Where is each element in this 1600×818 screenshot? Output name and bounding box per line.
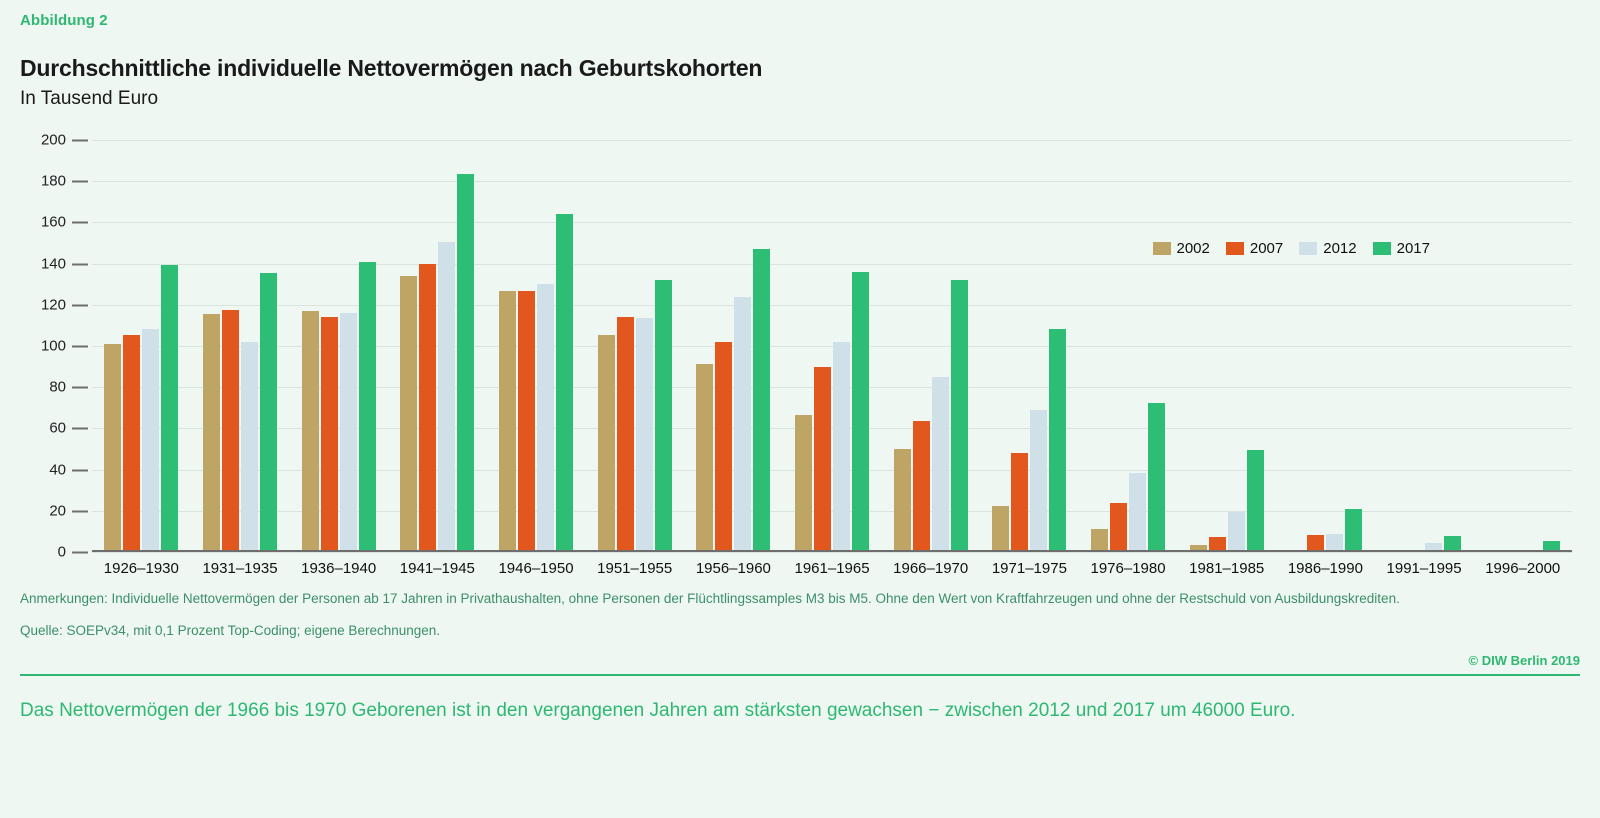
bar-2012-1936–1940 [340,313,357,550]
bar-2007-1931–1935 [222,310,239,550]
bar-2017-1946–1950 [556,214,573,550]
gridline [92,552,1572,553]
bar-2002-1966–1970 [894,449,911,550]
x-axis-label: 1966–1970 [893,560,969,577]
bar-2002-1931–1935 [203,314,220,550]
bar-2012-1941–1945 [438,242,455,550]
y-axis-tick: 100 [32,338,92,355]
bar-2007-1976–1980 [1110,503,1127,550]
bar-2017-1991–1995 [1444,536,1461,550]
y-axis-tick: 120 [32,296,92,313]
bar-2012-1991–1995 [1425,543,1442,550]
bar-2007-1961–1965 [814,367,831,550]
bar-2012-1951–1955 [636,318,653,550]
y-axis-tick: 60 [32,420,92,437]
y-axis-tick: 200 [32,132,92,149]
bar-group [1375,140,1474,550]
bar-2017-1931–1935 [260,273,277,550]
x-axis-label: 1986–1990 [1287,560,1363,577]
note-anmerkungen: Anmerkungen: Individuelle Nettovermögen der Personen ab 17 Jahren in Privathaushalten, ohne Personen der Flüchtlingssamples M3 bis M5. Ohne den Wert von Kraftfahrzeugen und ohne der Restschuld von Ausbildungskrediten. [20,591,1400,606]
bar-2012-1976–1980 [1129,473,1146,550]
bar-2002-1941–1945 [400,276,417,550]
x-axis-label: 1931–1935 [202,560,278,577]
bar-2002-1961–1965 [795,415,812,550]
kicker-text: Das Nettovermögen der 1966 bis 1970 Geborenen ist in den vergangenen Jahren am stärksten gewachsen − zwischen 2012 und 2017 um 46000 Euro. [20,700,1296,722]
bar-group [684,140,783,550]
bar-2007-1981–1985 [1209,537,1226,550]
x-axis-label: 1981–1985 [1189,560,1265,577]
bar-2017-1936–1940 [359,262,376,550]
bar-group [585,140,684,550]
bar-2002-1926–1930 [104,344,121,550]
page-subtitle: In Tausend Euro [20,88,159,109]
bar-2007-1966–1970 [913,421,930,550]
bar-2012-1956–1960 [734,297,751,550]
legend-item-2012[interactable] [1299,240,1356,257]
bar-group [289,140,388,550]
page-title: Durchschnittliche individuelle Nettovermögen nach Geburtskohorten [20,55,763,81]
y-axis-tick: 40 [32,461,92,478]
legend-swatch-icon [1373,242,1391,255]
bar-2002-1956–1960 [696,364,713,550]
bar-2017-1981–1985 [1247,450,1264,550]
y-axis-tick: 80 [32,379,92,396]
legend-item-2007[interactable] [1226,240,1283,257]
notes-block [20,590,1580,639]
bar-2002-1946–1950 [499,291,516,550]
legend-item-2002[interactable] [1153,240,1210,257]
bar-2007-1941–1945 [419,264,436,550]
bar-2002-1936–1940 [302,311,319,550]
bar-group [1276,140,1375,550]
y-axis-tick: 20 [32,502,92,519]
bar-group [92,140,191,550]
legend-swatch-icon [1299,242,1317,255]
bar-group [487,140,586,550]
bar-2007-1956–1960 [715,342,732,550]
x-axis-label: 1946–1950 [498,560,574,577]
bar-2007-1986–1990 [1307,535,1324,550]
copyright: © DIW Berlin 2019 [1468,653,1580,669]
bar-2012-1931–1935 [241,342,258,550]
bar-2007-1946–1950 [518,291,535,550]
x-axis-label: 1956–1960 [695,560,771,577]
x-axis-label: 1951–1955 [597,560,673,577]
x-axis-label: 1941–1945 [399,560,475,577]
bar-2012-1961–1965 [833,342,850,550]
bar-2007-1936–1940 [321,317,338,550]
bar-groups [92,140,1572,550]
y-axis-tick: 180 [32,173,92,190]
figure-label: Abbildung 2 [20,12,108,29]
bar-2017-1996–2000 [1543,541,1560,550]
bar-2017-1956–1960 [753,249,770,550]
x-axis-label: 1961–1965 [794,560,870,577]
bar-2007-1951–1955 [617,317,634,550]
x-axis-label: 1996–2000 [1485,560,1561,577]
x-axis-labels [92,560,1572,577]
y-axis-tick: 160 [32,214,92,231]
x-axis-label: 1976–1980 [1090,560,1166,577]
bar-2012-1981–1985 [1228,512,1245,550]
bar-group [1473,140,1572,550]
y-axis-tick: 0 [32,544,92,561]
bar-2012-1946–1950 [537,284,554,550]
bar-2002-1971–1975 [992,506,1009,550]
bar-2007-1926–1930 [123,335,140,550]
bar-2012-1926–1930 [142,329,159,550]
x-axis-label: 1926–1930 [103,560,179,577]
bar-2012-1986–1990 [1326,534,1343,550]
bar-chart [20,131,1580,577]
bar-group [881,140,980,550]
legend-label: 2012 [1323,240,1357,257]
bar-group [783,140,882,550]
x-axis-label: 1991–1995 [1386,560,1462,577]
bar-2017-1966–1970 [951,280,968,550]
legend-label: 2007 [1249,240,1284,257]
x-axis-label: 1971–1975 [991,560,1067,577]
bar-2002-1981–1985 [1190,545,1207,550]
bar-group [980,140,1079,550]
bar-2017-1971–1975 [1049,329,1066,550]
bar-2002-1951–1955 [598,335,615,550]
bar-2012-1966–1970 [932,377,949,550]
y-axis-tick: 140 [32,255,92,272]
divider [20,674,1580,676]
bar-2017-1926–1930 [161,265,178,550]
legend-swatch-icon [1226,242,1244,255]
bar-group [388,140,487,550]
bar-2012-1971–1975 [1030,410,1047,550]
bar-2017-1951–1955 [655,280,672,550]
bar-group [191,140,290,550]
plot-area [40,131,1572,561]
legend-label: 2002 [1176,240,1210,257]
bar-2007-1971–1975 [1011,453,1028,550]
legend-item-2017[interactable] [1373,240,1430,257]
bar-2002-1976–1980 [1091,529,1108,550]
bar-2017-1961–1965 [852,272,869,550]
note-quelle: Quelle: SOEPv34, mit 0,1 Prozent Top-Coding; eigene Berechnungen. [20,622,441,638]
bar-group [1177,140,1276,550]
bar-2017-1986–1990 [1345,509,1362,550]
x-axis-label: 1936–1940 [301,560,377,577]
chart-legend [1153,240,1431,257]
legend-label: 2017 [1396,240,1430,257]
legend-swatch-icon [1153,242,1171,255]
bar-2017-1941–1945 [457,174,474,550]
bar-2017-1976–1980 [1148,403,1165,550]
bar-group [1079,140,1178,550]
